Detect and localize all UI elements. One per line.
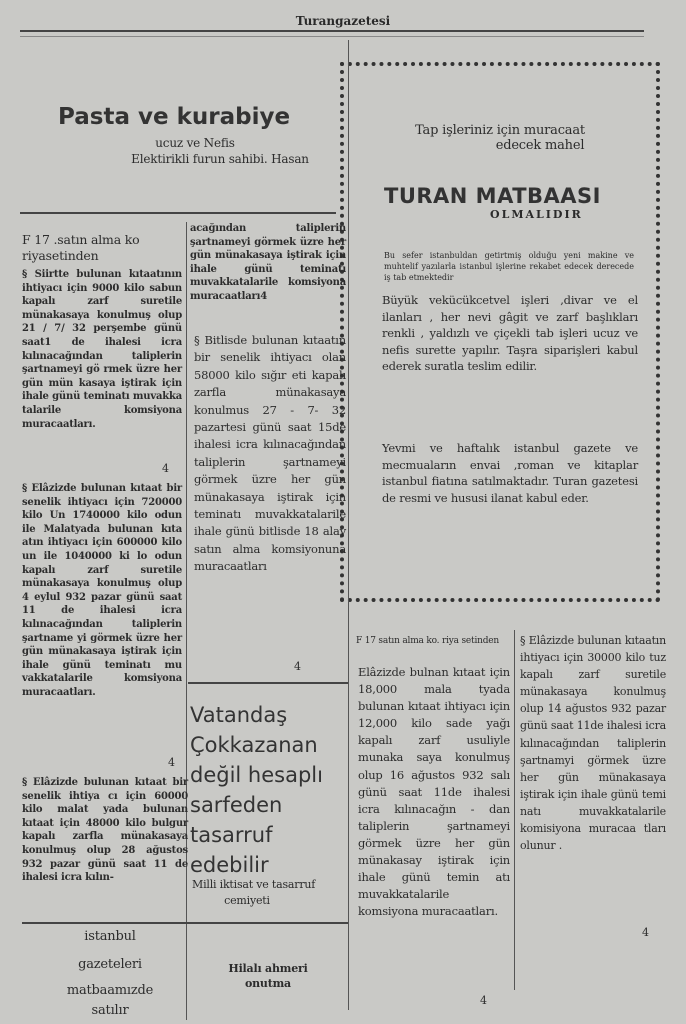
col1-header: F 17 .satın alma ko riyasetinden <box>22 232 140 263</box>
column-rule-2 <box>348 40 349 1010</box>
column-rule-3 <box>514 630 515 990</box>
footer-left-1: istanbul <box>84 929 136 944</box>
footer-column-rule <box>186 924 187 1020</box>
col2-rule <box>188 682 348 684</box>
matbaa-body1: Büyük vekücükcetvel işleri ,divar ve el ilanları , her nevi gâgit ve zarf başlıkları renkli , yaldızlı ve çiçekli tab işleri ucuz ve nefis surette yapılır. Taşra siparişleri kabul ederek suratla teslim edilir. <box>382 293 638 373</box>
matbaa-small-text: Bu sefer istanbuldan getirtmiş olduğu yeni makine ve muhtelif yazılarla istanbul işlerine rekabet edecek derecede iş tab etmektedir <box>384 251 634 282</box>
col4-num: 4 <box>642 926 649 939</box>
footer-mid-2: onutma <box>245 977 291 990</box>
col1-num-1: 4 <box>162 462 169 475</box>
col2-text-1: acağından taliplerin şartnameyi görmek üzre her gün münakasaya iştirak için ihale günü teminatı muvakkatalarile komsiyona muracaatları4 <box>190 223 346 302</box>
pasta-ad-line1: ucuz ve Nefis <box>155 136 235 150</box>
col2-text-2: § Bitlisde bulunan kıtaatın bir senelik ihtiyacı olan 58000 kilo sığır eti kapalı zarfla münakasaya konulmus 27 - 7- 32 pazartesi günü saat 15de ihalesi icra kılınacağından taliplerin şartnameyi görmek üzre her gün münakasaya iştirak için teminatı muvakkatalarile ihale günü bitlisde 18 alay satın alma komsiyonuna muracaatları <box>194 333 346 574</box>
footer-left-3: matbaamızde <box>66 983 154 998</box>
col2-num: 4 <box>294 660 301 673</box>
matbaa-name: TURAN MATBAASI <box>384 184 601 208</box>
pasta-ad-rule <box>20 212 336 214</box>
col1-item-2: § Elâzizde bulunan kıtaat bir senelik ihtiyacı için 720000 kilo Un 1740000 kilo odun ile Malatyada bulunan kıta atın ihtiyacı için 600000 kilo un ile 1040000 ki lo odun kapalı zarf suretile münakasaya konulmuş olup 4 eylul 932 pazar günü saat 11 de ihalesi icra kılınacağından taliplerin şartname yi görmek üzre her gün münakasaya iştirak için ihale günü teminatı mu vakkatalarile komsiyona muracaatları. <box>22 483 182 698</box>
col3-num: 4 <box>480 994 487 1007</box>
pasta-ad-headline: Pasta ve kurabiye <box>58 104 291 130</box>
col1-item-3: § Elâzizde bulunan kıtaat bir senelik ihtiya cı için 60000 kilo malat yada bulunan kıtaat için 48000 kilo bulgur kapalı zarfla münakasaya konulmuş olup 28 ağustos 932 pazar günü saat 11 de ihalesi icra kılın- <box>22 777 188 884</box>
footer-rule <box>22 922 348 924</box>
vatandas-headline: Vatandaş Çokkazanan değil hesaplı sarfeden tasarruf edebilir <box>190 703 323 877</box>
col4-text: § Elâzizde bulunan kıtaatın ihtiyacı için 30000 kilo tuz kapalı zarf suretile münakasaya konulmuş olup 14 ağustos 932 pazar günü saat 11de ihalesi icra kılınacağından taliplerin şartnamyi görmek üzre her gün münakasaya iştirak için ihale günü temi natı muvakkatalarile komisiyona muracaa tları olunur . <box>520 634 666 853</box>
matbaa-intro1: Tap işleriniz için muracaat <box>415 123 585 138</box>
footer-left-2: gazeteleri <box>78 957 142 972</box>
vatandas-line2: cemiyeti <box>224 894 270 907</box>
vatandas-line1: Milli iktisat ve tasarruf <box>192 878 316 891</box>
pasta-ad-line2: Elektirikli furun sahibi. Hasan <box>131 152 309 166</box>
col3-header: F 17 satın alma ko. riya setinden <box>356 636 500 646</box>
matbaa-sub: OLMALIDIR <box>490 208 583 221</box>
col1-item-1: § Siirtte bulunan kıtaatının ihtiyacı için 9000 kilo sabun kapalı zarf suretile münakasaya konulmuş olup 21 / 7/ 32 perşembe günü saat1 de ihalesi icra kılınacağından taliplerin şartnameyi gö rmek üzre her gün mün kasaya iştirak için ihale günü teminatı muvakka talarile komsiyona muracaatları. <box>22 269 182 430</box>
masthead-rule <box>20 30 644 32</box>
col1-num-2: 4 <box>168 756 175 769</box>
matbaa-intro2: edecek mahel <box>495 138 585 153</box>
footer-mid-1: Hilalı ahmeri <box>228 962 308 975</box>
matbaa-body2: Yevmi ve haftalık istanbul gazete ve mecmuaların envai ,roman ve kitaplar istanbul fiatına satılmaktadır. Turan gazetesi de resmi ve hususi ilanat kabul eder. <box>382 441 638 505</box>
masthead-title: Turangazetesi <box>295 14 391 28</box>
footer-left-4: satılır <box>91 1003 129 1018</box>
col3-text: Elâzizde bulnan kıtaat için 18,000 mala tyada bulunan kıtaat ihtiyacı için 12,000 kilo sade yağı kapalı zarf usuliyle munaka saya konulmuş olup 16 ağustos 932 salı günü saat 11de ihalesi icra kılınacağın - dan taliplerin şartnameyi görmek üzre her gün münakasay iştirak için ihale günü temin atı muvakkatalarile komsiyona muracaatları. <box>358 665 510 919</box>
masthead-rule-thin <box>20 36 644 37</box>
